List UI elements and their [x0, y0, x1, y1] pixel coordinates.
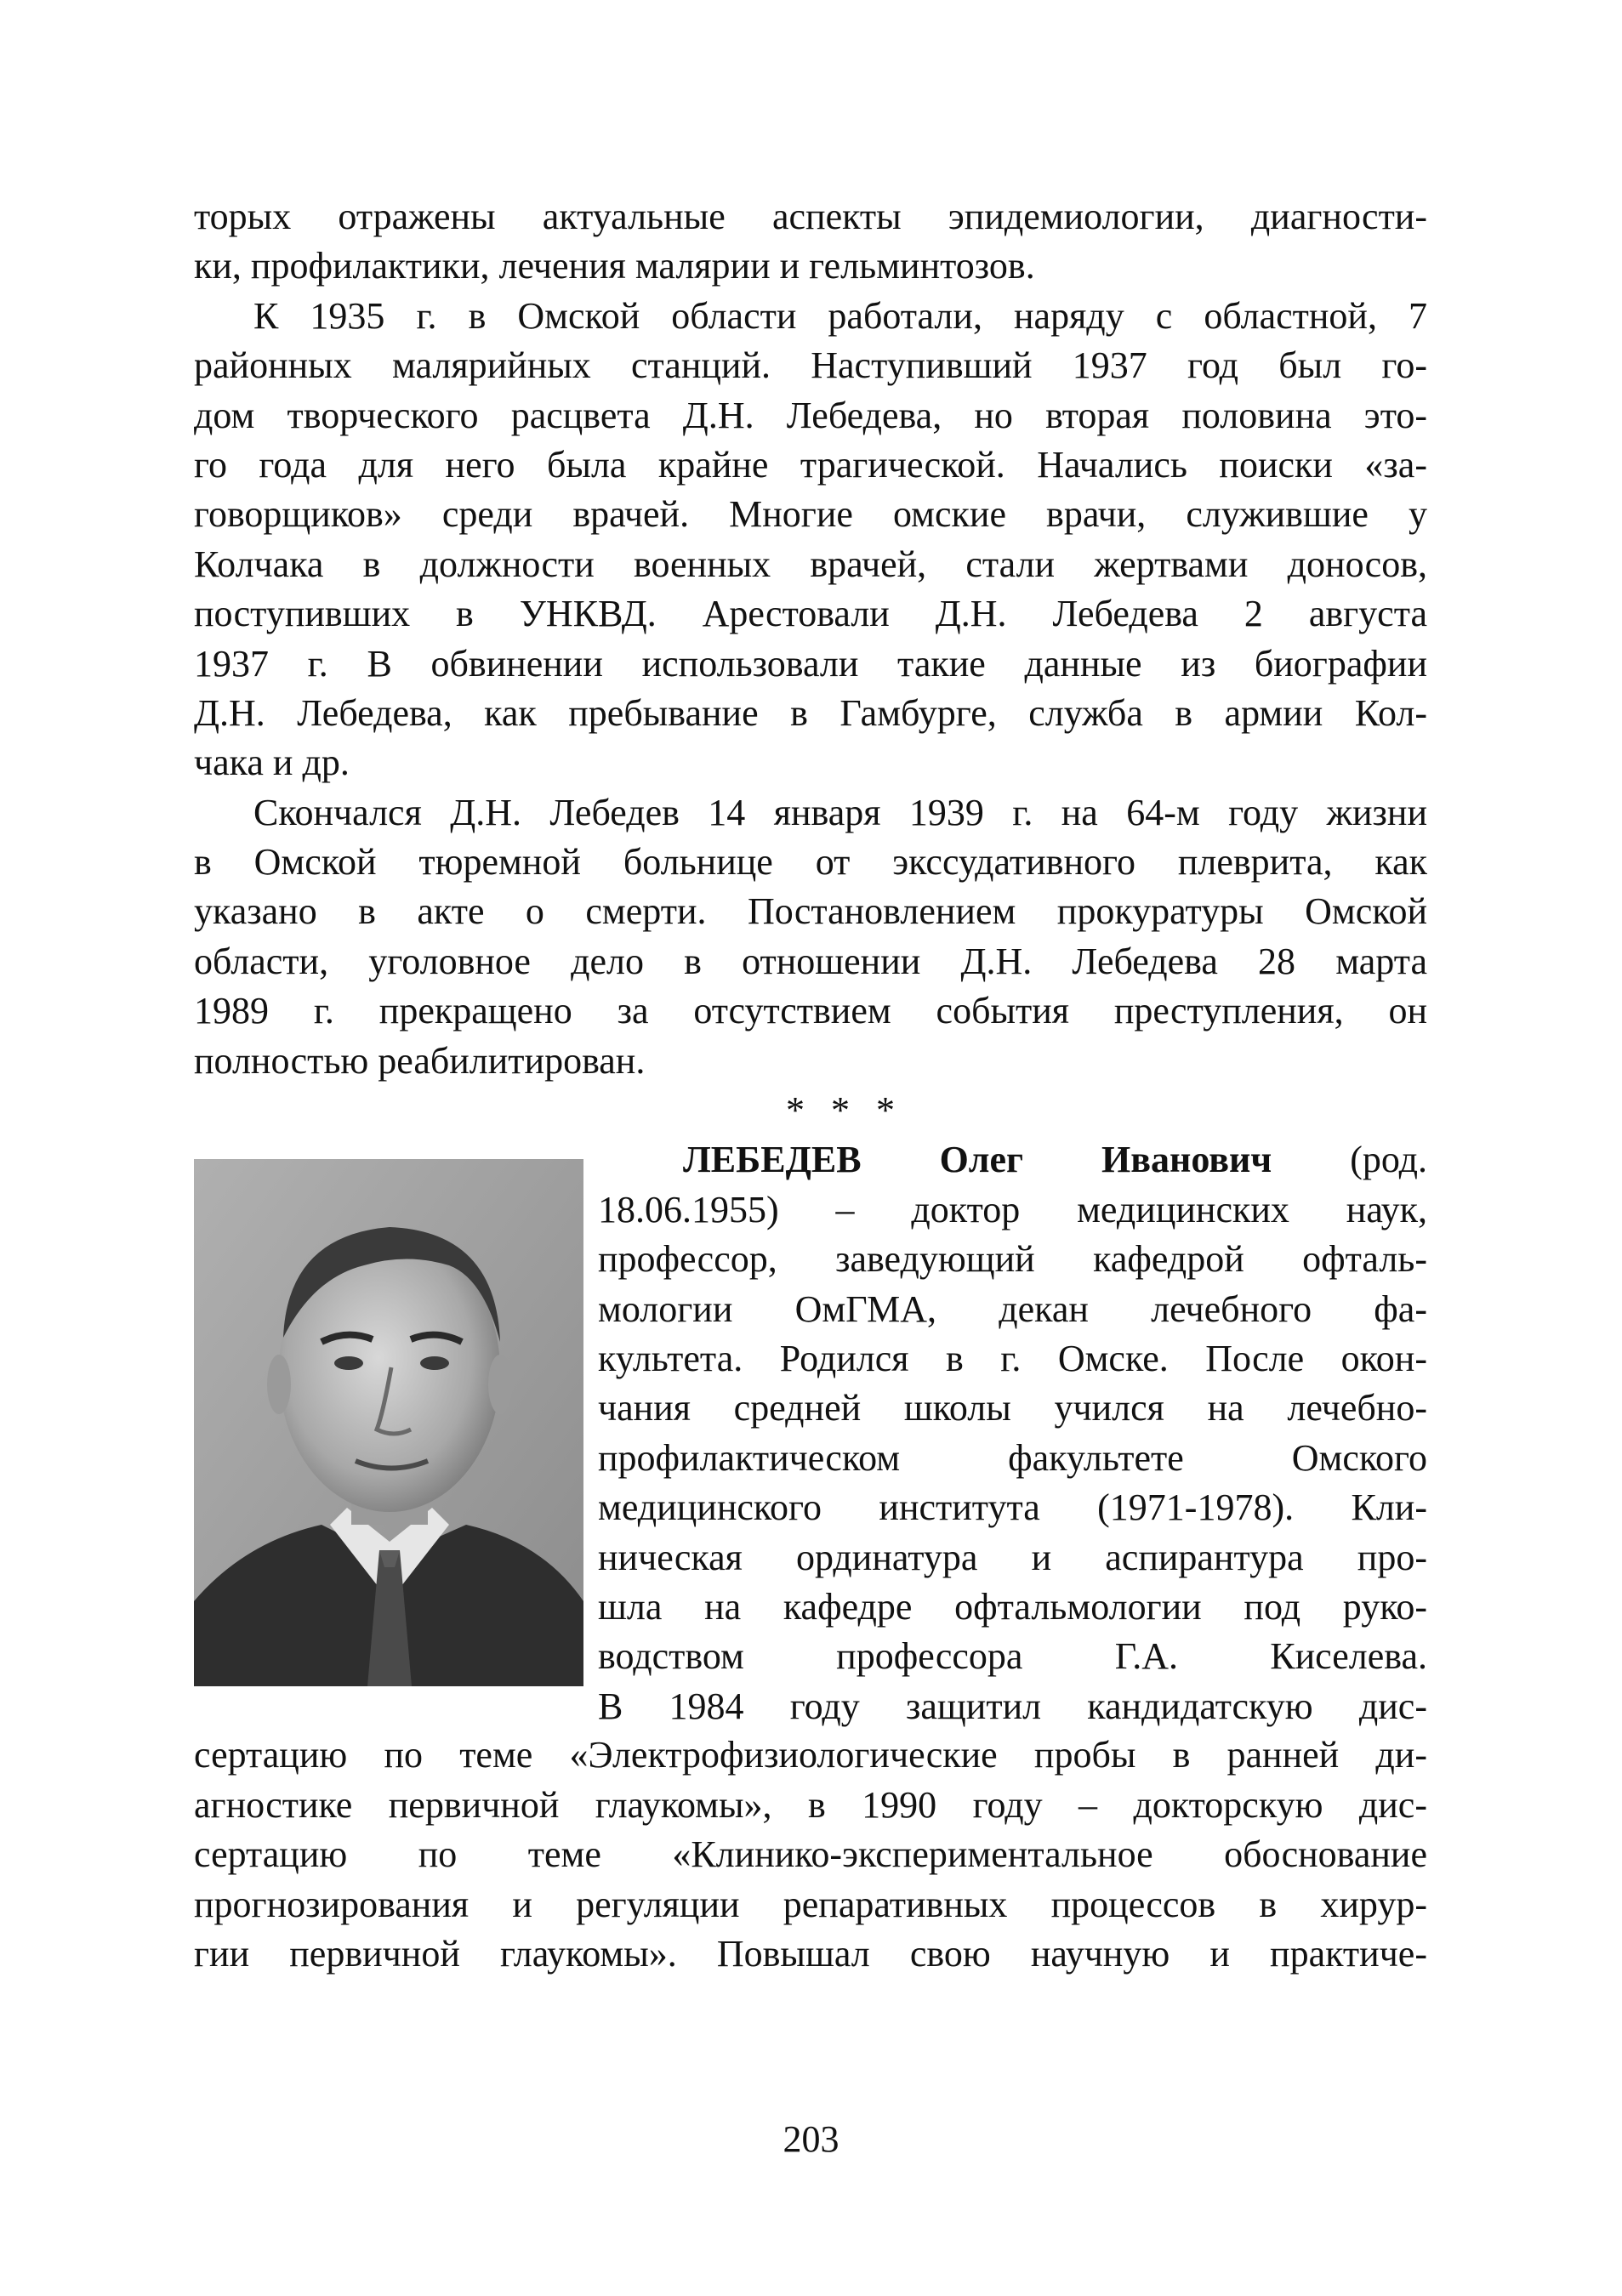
- text-line: 1989 г. прекращено за отсутствием события преступления, он: [194, 990, 1427, 1032]
- text-line: говорщиков» среди врачей. Многие омские врачи, служившие у: [194, 493, 1427, 536]
- text-line: сертацию по теме «Электрофизиологические пробы в ранней ди-: [194, 1734, 1427, 1776]
- biography-block: [194, 1135, 1427, 1731]
- bio-heading-line: [598, 1135, 1427, 1185]
- text-line: районных малярийных станций. Наступивший 1937 год был го-: [194, 344, 1427, 387]
- text-line: поступивших в УНКВД. Арестовали Д.Н. Лебедева 2 августа: [194, 593, 1427, 635]
- text-line: в Омской тюремной больнице от экссудативного плеврита, как: [194, 841, 1427, 884]
- text-line: дом творческого расцвета Д.Н. Лебедева, но вторая половина это-: [194, 394, 1427, 436]
- text-line: гии первичной глаукомы». Повышал свою научную и практиче-: [194, 1932, 1427, 1975]
- text-line: В 1984 году защитил кандидатскую дис-: [598, 1685, 1427, 1727]
- biography-full-text: [194, 1731, 1427, 1979]
- paragraph-continuation: [194, 192, 1427, 292]
- text-line: прогнозирования и регуляции репаративных процессов в хирур-: [194, 1883, 1427, 1925]
- text-line: области, уголовное дело в отношении Д.Н. Лебедева 28 марта: [194, 940, 1427, 982]
- text-line: профессор, заведующий кафедрой офталь-: [598, 1238, 1427, 1281]
- text-line: Д.Н. Лебедева, как пребывание в Гамбурге, служба в армии Кол-: [194, 691, 1427, 734]
- text-line: го года для него была крайне трагической. Начались поиски «за-: [194, 443, 1427, 486]
- text-line: культета. Родился в г. Омске. После окон-: [598, 1337, 1427, 1379]
- text-line: чания средней школы учился на лечебно-: [598, 1387, 1427, 1429]
- text-line: сертацию по теме «Клинико-экспериментальное обоснование: [194, 1833, 1427, 1876]
- text-line: водством профессора Г.А. Киселева.: [598, 1635, 1427, 1678]
- text-line: мологии ОмГМА, декан лечебного фа-: [598, 1287, 1427, 1330]
- paragraph-1935: [194, 292, 1427, 788]
- portrait-image: [194, 1159, 583, 1686]
- text-line: Скончался Д.Н. Лебедев 14 января 1939 г. на 64-м году жизни: [253, 791, 1427, 833]
- biography-side-text: [598, 1135, 1427, 1731]
- person-name: ЛЕБЕДЕВ Олег Иванович: [683, 1139, 1272, 1181]
- text-line: чака и др.: [194, 742, 350, 784]
- text-line: ническая ординатура и аспирантура про-: [598, 1536, 1427, 1578]
- paragraph-death: [194, 788, 1427, 1086]
- text-line: К 1935 г. в Омской области работали, наряду с областной, 7: [253, 294, 1427, 337]
- text-line: торых отражены актуальные аспекты эпидемиологии, диагности-: [194, 196, 1427, 237]
- text-line: шла на кафедре офтальмологии под руко-: [598, 1585, 1427, 1628]
- text-line: профилактическом факультете Омского: [598, 1436, 1427, 1479]
- page-number: 203: [783, 2118, 839, 2160]
- text-line: указано в акте о смерти. Постановлением прокуратуры Омской: [194, 890, 1427, 933]
- page-body: [194, 192, 1427, 1979]
- bio-first-line-rest: (род.: [1350, 1139, 1427, 1181]
- text-line: агностике первичной глаукомы», в 1990 году – докторскую дис-: [194, 1783, 1427, 1826]
- section-separator: * * *: [786, 1089, 903, 1132]
- text-line: 1937 г. В обвинении использовали такие данные из биографии: [194, 642, 1427, 685]
- text-line: полностью реабилитирован.: [194, 1039, 646, 1082]
- text-line: ки, профилактики, лечения малярии и гельминтозов.: [194, 245, 1035, 287]
- text-line: Колчака в должности военных врачей, стали жертвами доносов,: [194, 543, 1427, 585]
- portrait-photo: [194, 1159, 583, 1686]
- text-line: медицинского института (1971-1978). Кли-: [598, 1486, 1427, 1529]
- text-line: 18.06.1955) – доктор медицинских наук,: [598, 1188, 1427, 1230]
